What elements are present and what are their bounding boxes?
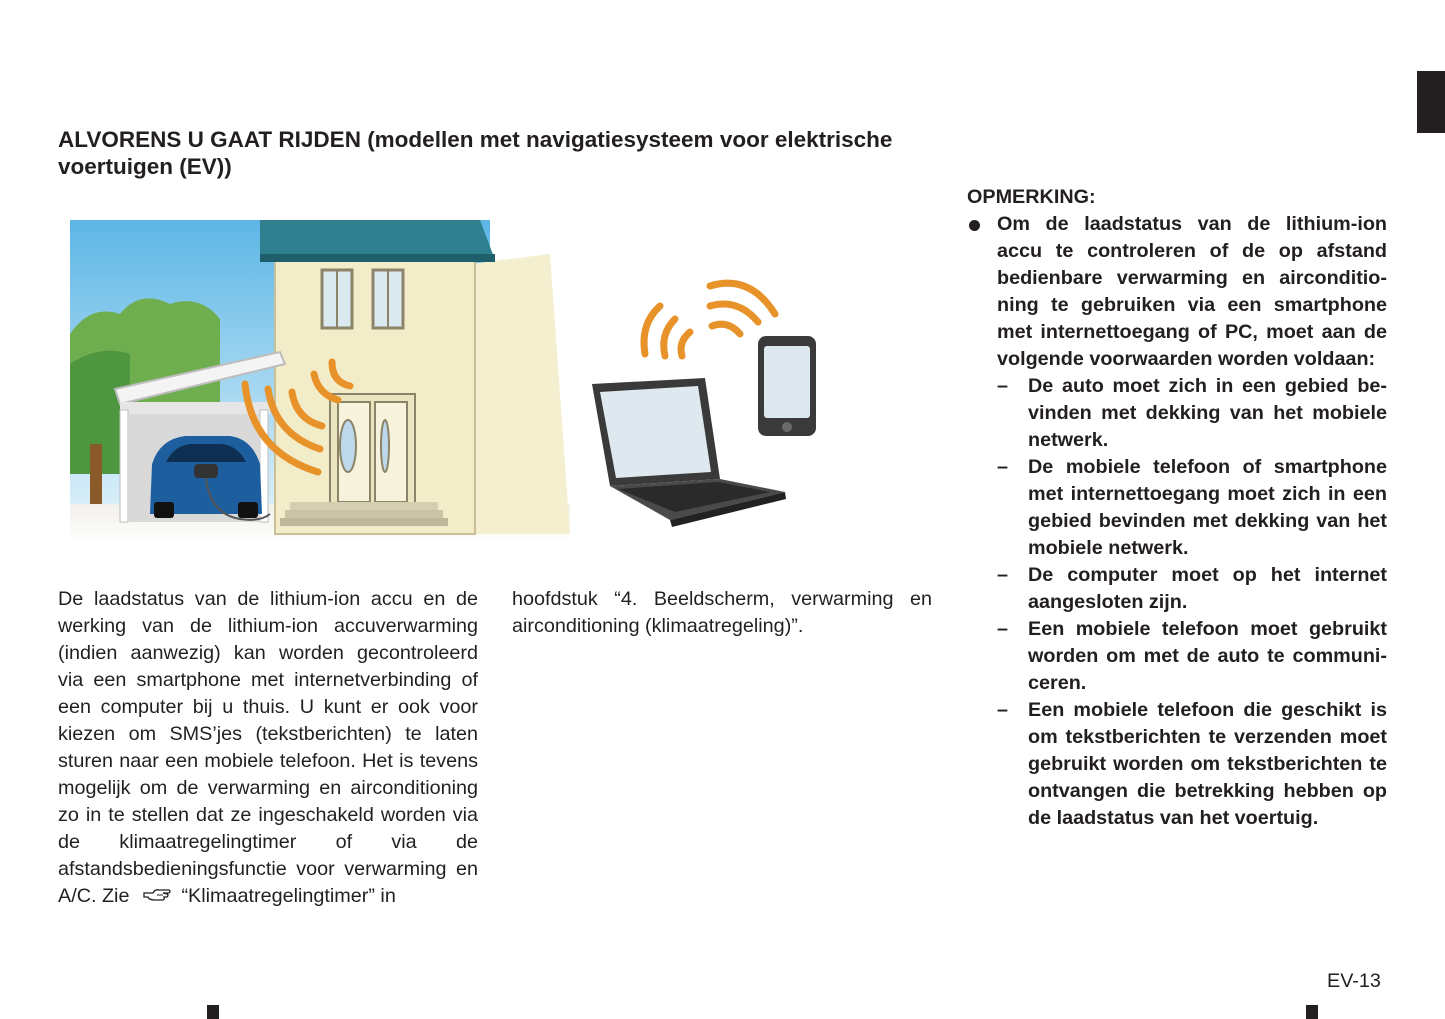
bullet-dot-icon xyxy=(969,220,980,231)
electric-car xyxy=(150,436,270,520)
intro-paragraph xyxy=(58,586,478,910)
dash-marker: – xyxy=(997,375,1009,397)
device-signal-waves xyxy=(644,283,775,356)
condition-item xyxy=(967,697,1387,832)
dash-marker: – xyxy=(997,456,1009,478)
intro-text: De laadstatus van de lithium-ion accu en de werking van de lithium-ion accuverwarming (indien aanwezig) kan worden gecontroleerd via een smartphone met internetverbinding of een computer bij u thuis. U kunt er ook voor kiezen om SMS’jes (tekstberichten) te laten sturen naar een mobiele telefoon. Het is tevens mogelijk om de verwarming en airconditioning zo in te stellen dat ze ingeschakeld worden via de klimaatregelingtimer of via de afstandsbedieningsfunctie voor verwarming en A/C. Zie xyxy=(58,588,478,907)
conditions-list xyxy=(967,373,1387,832)
crop-mark-right xyxy=(1306,1005,1318,1019)
intro-reference-text: “Klimaatregelingtimer” in xyxy=(181,885,396,907)
crop-mark-left xyxy=(207,1005,219,1019)
condition-text: De auto moet zich in een gebied bevinden met dekking van het mobiele netwerk. xyxy=(1028,375,1387,451)
condition-item xyxy=(967,616,1387,697)
page-number: EV-13 xyxy=(1327,970,1381,992)
smartphone xyxy=(758,336,816,436)
laptop xyxy=(592,378,786,527)
pointing-hand-reference-icon xyxy=(143,883,173,910)
condition-text: De mobiele telefoon of smartphone met internettoegang moet zich in een gebied bevinden met dekking van het mobiele netwerk. xyxy=(1028,456,1387,559)
note-title: OPMERKING: xyxy=(967,186,1096,208)
section-heading: ALVORENS U GAAT RIJDEN (modellen met navigatiesysteem voor elektrische voertuigen (EV)) xyxy=(58,127,893,179)
note-box xyxy=(967,184,1387,832)
house-scene xyxy=(70,220,570,544)
condition-item xyxy=(967,454,1387,562)
condition-text: Een mobiele telefoon moet gebruikt worden om met de auto te communiceren. xyxy=(1028,618,1387,694)
chapter-tab-marker xyxy=(1417,71,1445,133)
dash-marker: – xyxy=(997,618,1009,640)
continued-paragraph: hoofdstuk “4. Beeldscherm, verwarming en airconditioning (klimaatregeling)”. xyxy=(512,588,932,637)
dash-marker: – xyxy=(997,564,1009,586)
condition-item xyxy=(967,373,1387,454)
note-bullet-text: Om de laadstatus van de lithium-ion accu te controleren of de op afstand bedienbare verwarming en airconditioning te gebruiken via een smartphone met internettoegang of PC, moet aan de volgende voorwaarden worden voldaan: xyxy=(997,213,1387,370)
remote-access-illustration xyxy=(70,214,830,554)
condition-text: De computer moet op het internet aangesloten zijn. xyxy=(1028,564,1387,613)
condition-text: Een mobiele telefoon die geschikt is om tekstberichten te verzenden moet gebruikt worden om tekstberichten te ontvangen die betrekking hebben op de laadstatus van het voertuig. xyxy=(1028,699,1387,829)
condition-item xyxy=(967,562,1387,616)
dash-marker: – xyxy=(997,699,1009,721)
note-bullet xyxy=(967,211,1387,373)
